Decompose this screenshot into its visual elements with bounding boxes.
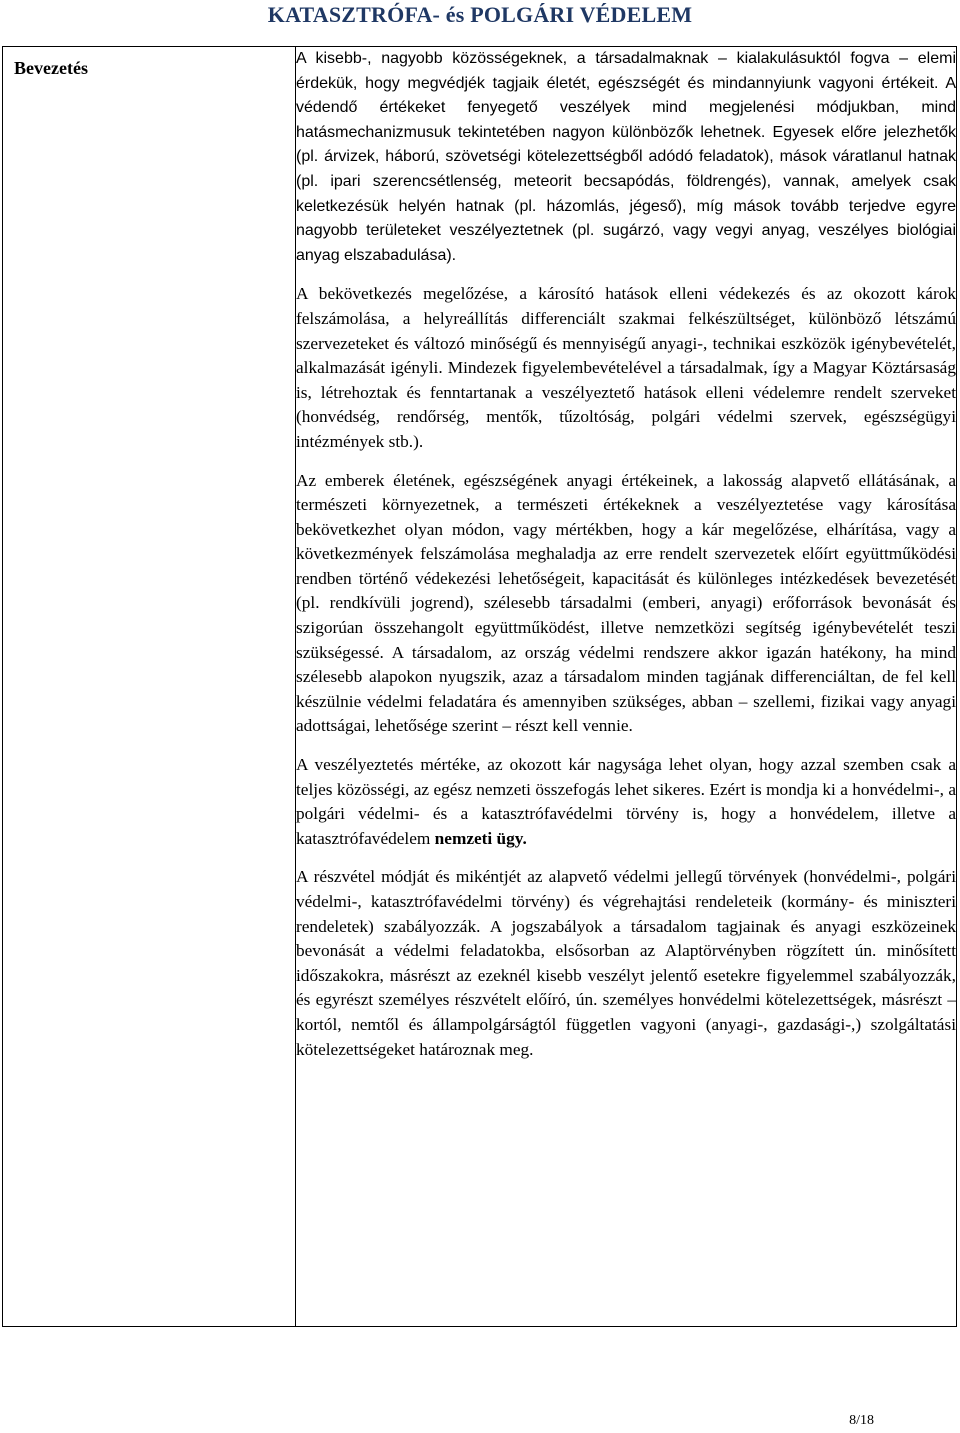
page-number: 8/18 — [849, 1413, 874, 1428]
paragraph-4 — [296, 753, 956, 851]
page-header-title: KATASZTRÓFA- és POLGÁRI VÉDELEM — [267, 2, 693, 27]
paragraph-4-emphasis: nemzeti ügy. — [434, 828, 527, 848]
paragraph-4-text: A veszélyeztetés mértéke, az okozott kár nagysága lehet olyan, hogy azzal szemben csak a teljes közösségi, az egész nemzeti összefogás lehet sikeres. Ezért is mondja ki a honvédelmi-, a polgári védelmi- és a katasztrófavédelmi törvény is, hogy a honvédelem, illetve a katasztrófavédelem — [296, 755, 956, 848]
section-label-cell — [3, 47, 296, 1327]
content-table — [2, 46, 957, 1327]
paragraph-2: A bekövetkezés megelőzése, a károsító hatások elleni védekezés és az okozott károk felszámolása, a helyreállítás differenciált szakmai felkészültséget, különböző létszámú szervezeteket és változó minőségű és mennyiségű anyagi-, technikai eszközök igénybevételét, alkalmazását igényli. Mindezek figyelembevételével a társadalmak, így a Magyar Köztársaság is, létrehoztak és fenntartanak a veszélyeztető hatások elleni védelemre rendelt szerveket (honvédség, rendőrség, mentők, tűzoltóság, polgári védelmi szervek, egészségügyi intézmények stb.). — [296, 284, 956, 451]
paragraph-5: A részvétel módját és mikéntjét az alapvető védelmi jellegű törvények (honvédelmi-, polgári védelmi-, katasztrófavédelmi törvény) és végrehajtási rendeleteik (kormány- és miniszteri rendeletek) szabályozzák. A jogszabályok a társadalom tagjainak és anyagi eszközeinek bevonását a védelmi feladatokba, elsősorban az Alaptörvényben rögzített ún. minősített időszakokra, másrészt az ezeknél kisebb veszélyt jelentő esetekre figyelemmel szabályozzák, és egyrészt személyes részvételt előíró, ún. személyes honvédelmi kötelezettségek, másrészt – kortól, nemtől és állampolgárságtól független vagyoni (anyagi-, gazdasági-,) szolgáltatási kötelezettségeket határoznak meg. — [296, 867, 956, 1059]
section-label: Bevezetés — [14, 58, 88, 78]
paragraph-1: A kisebb-, nagyobb közösségeknek, a társadalmaknak – kialakulásuktól fogva – elemi érdekük, hogy megvédjék tagjaik életét, egészségét és mindannyiunk vagyoni értékeit. A védendő értékeket fenyegető veszélyek mind megjelenési módjukban, mind hatásmechanizmusuk tekintetében nagyon különbözők lehetnek. Egyesek előre jelezhetők (pl. árvizek, háború, szövetségi kötelezettségből adódó feladatok), mások váratlanul hatnak (pl. ipari szerencsétlenség, meteorit becsapódás, földrengés), vannak, amelyek csak keletkezésük helyén hatnak (pl. házomlás, jégeső), míg mások tovább terjedve egyre nagyobb területeket veszélyeztetnek (pl. sugárzó, vagy vegyi anyag, veszélyes biológiai anyag elszabadulása). — [296, 50, 956, 264]
section-body-cell — [296, 47, 957, 1327]
paragraph-3: Az emberek életének, egészségének anyagi értékeinek, a lakosság alapvető ellátásának, a természeti környezetnek, a természeti értékeknek a veszélyeztetése vagy károsítása bekövetkezhet olyan módon, vagy mértékben, hogy a kár megelőzése, elhárítása, vagy a következmények felszámolása meghaladja az erre rendelt szervezetek előírt együttműködési rendben történő védekezési lehetőségeit, kapacitását és különleges intézkedések bevezetését (pl. rendkívüli jogrend), szélesebb társadalmi (emberi, anyagi) erőforrások bevonását és szigorúan összehangolt együttműködést, illetve nemzetközi segítség igénybevételét teszi szükségessé. A társadalom, az ország védelmi rendszere akkor igazán hatékony, ha mind szélesebb alapokon nyugszik, azaz a társadalom minden tagjának differenciáltan, de fel kell készülnie védelmi feladatára és amennyiben szükséges, abban – szellemi, fizikai vagy anyagi adottságai, lehetősége szerint – részt kell vennie. — [296, 470, 956, 736]
